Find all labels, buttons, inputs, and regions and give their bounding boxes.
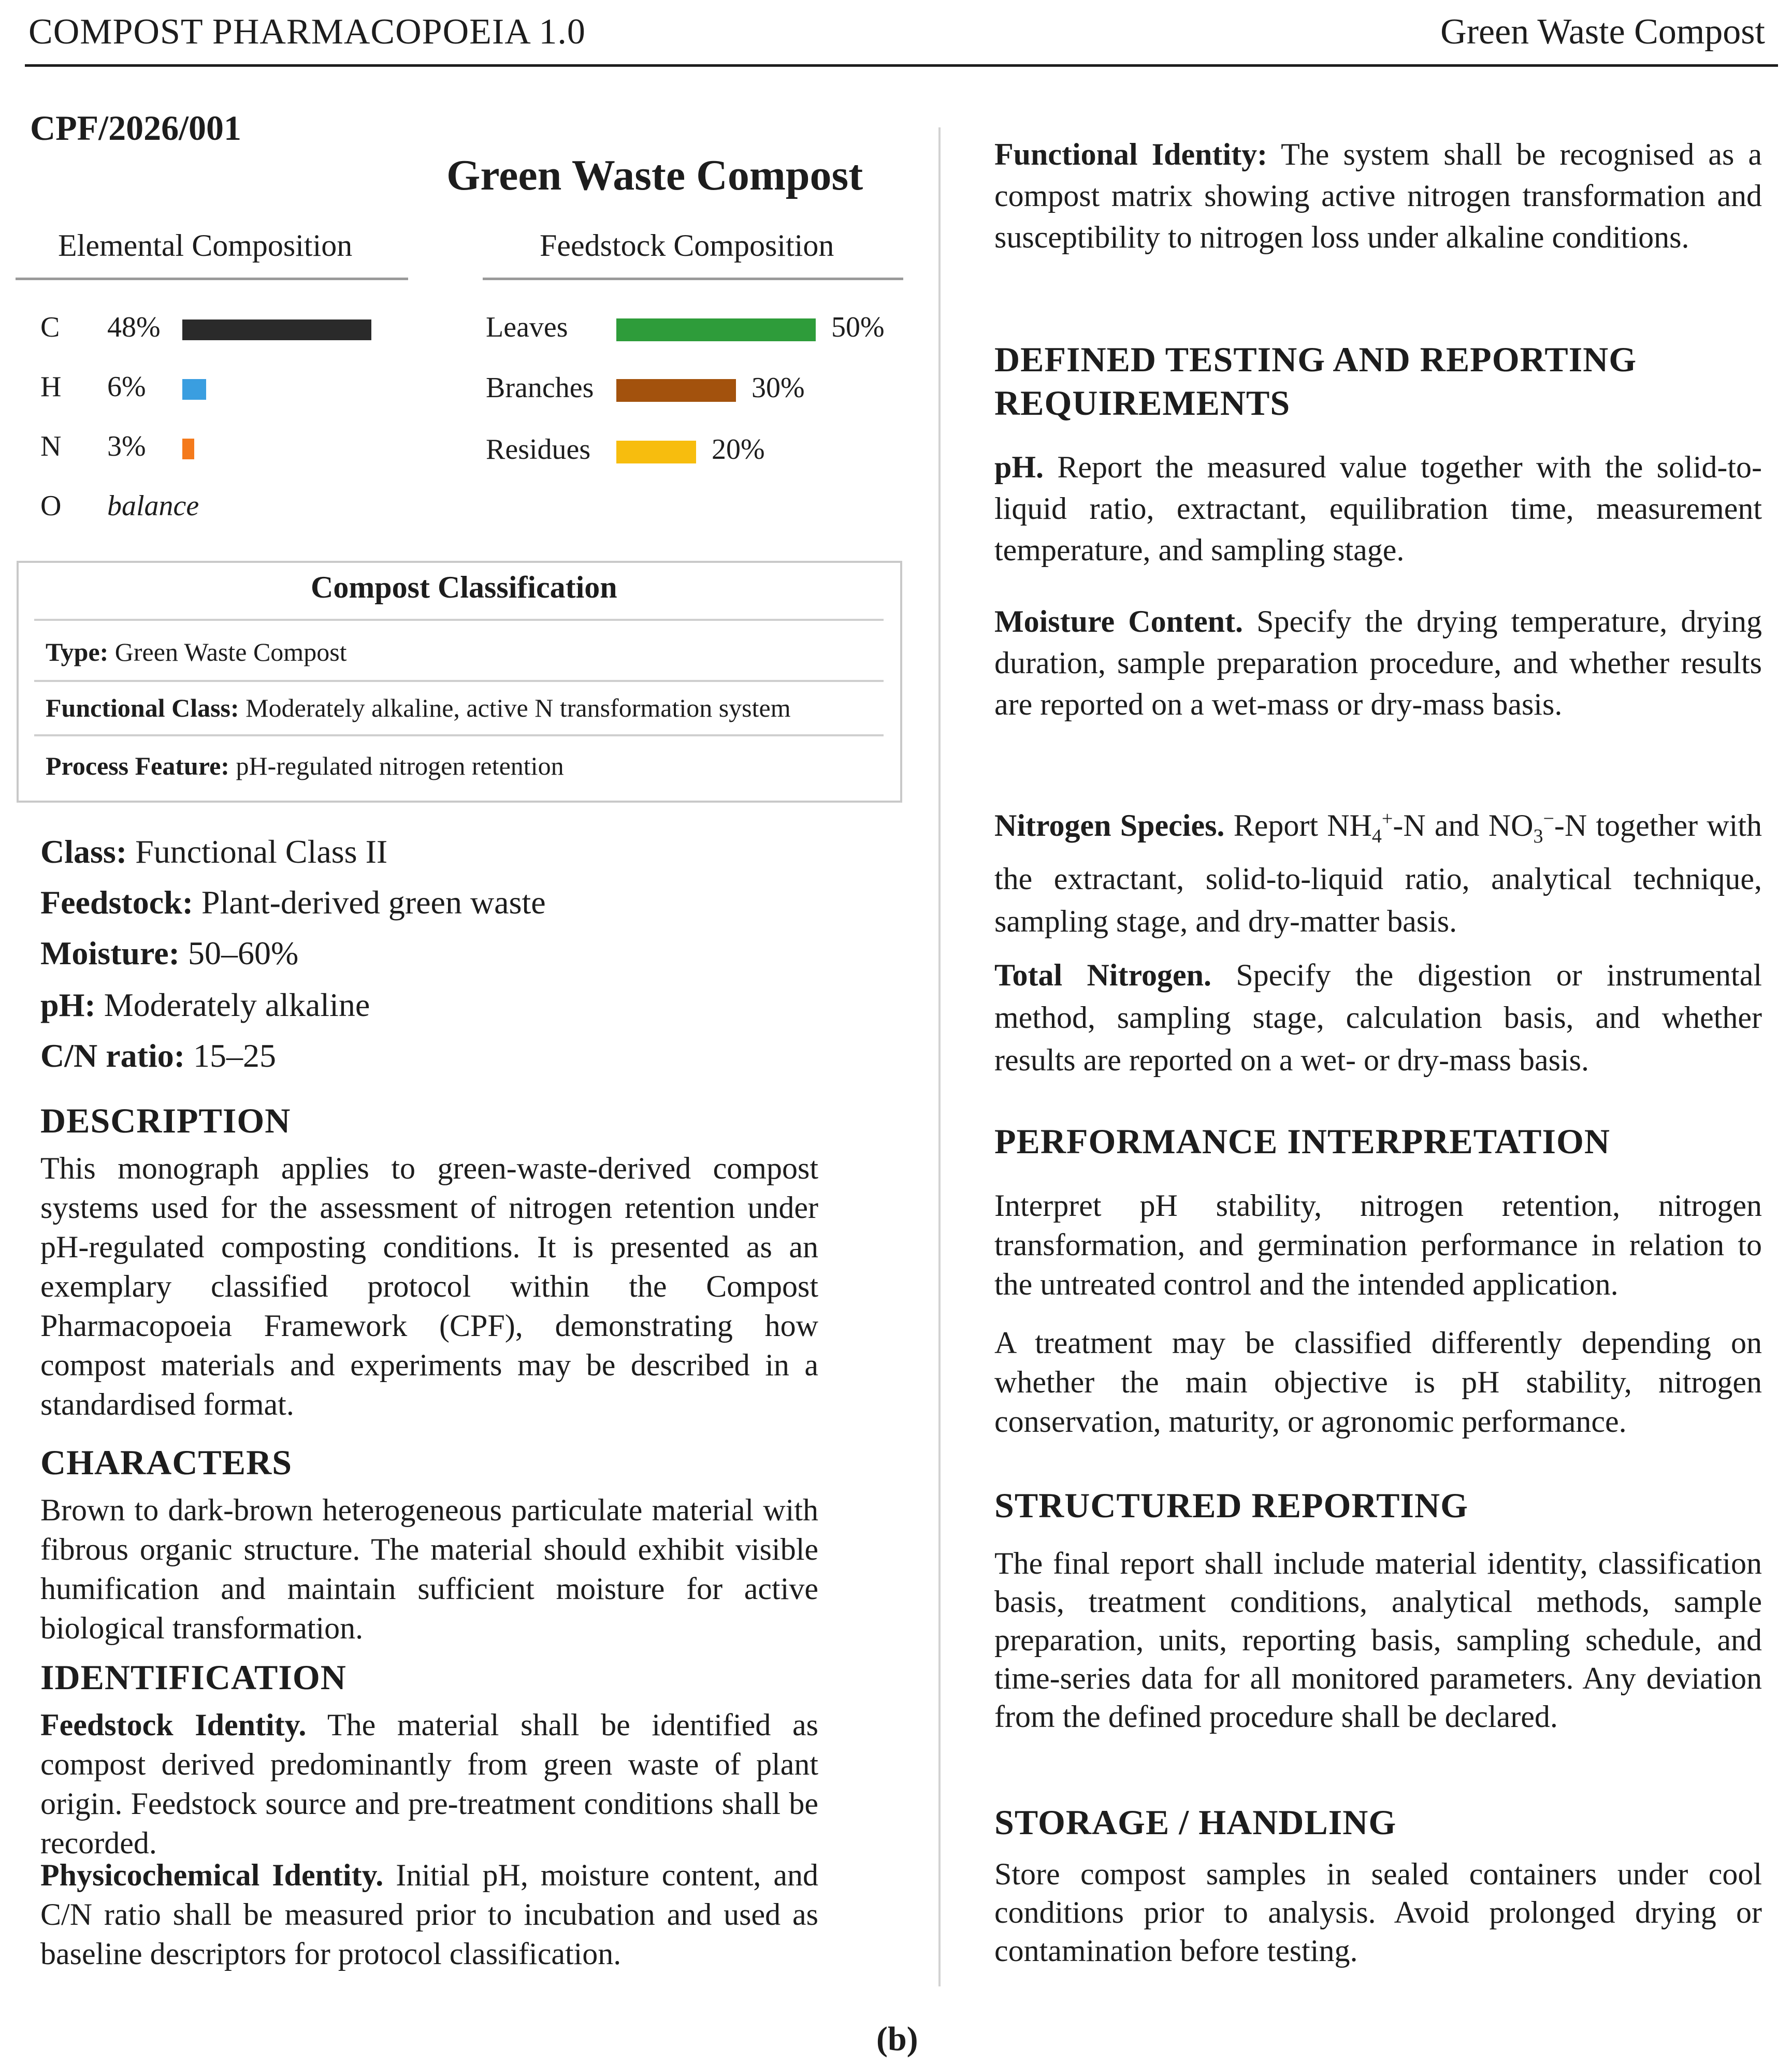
performance-paragraph-2: A treatment may be classified differently depending on whether the main objective is pH stability, nitrogen conservation, maturity, or agronomic performance. <box>994 1326 1762 1439</box>
classification-value: Green Waste Compost <box>114 637 347 666</box>
no3-subscript: 3 <box>1533 825 1543 847</box>
ph-requirement-paragraph <box>994 446 1762 571</box>
total-nitrogen-label: Total Nitrogen. <box>994 958 1211 992</box>
element-value: 6% <box>107 371 146 403</box>
characters-text: Brown to dark-brown heterogeneous particulate material with fibrous organic structure. The material should exhibit visible humification and maintain sufficient moisture for active biological transformation. <box>40 1493 818 1645</box>
running-header-left: COMPOST PHARMACOPOEIA 1.0 <box>28 12 586 52</box>
classification-rule <box>34 734 884 736</box>
feedstock-label: Branches <box>486 372 594 404</box>
running-header-right: Green Waste Compost <box>1440 12 1765 52</box>
element-symbol: H <box>40 371 62 403</box>
storage-handling-heading: STORAGE / HANDLING <box>994 1803 1397 1842</box>
compost-classification-title: Compost Classification <box>311 570 617 604</box>
spec-key: C/N ratio: <box>40 1037 185 1074</box>
storage-handling-text: Store compost samples in sealed containers under cool conditions prior to analysis. Avoid prolonged drying or contamination before testing. <box>994 1857 1762 1968</box>
identification-heading: IDENTIFICATION <box>40 1658 346 1697</box>
feedstock-label: Residues <box>486 433 591 466</box>
total-nitrogen-text: Specify the digestion or instrumental method, sampling stage, calculation basis, and whether results are reported on a wet- or dry-mass basis. <box>994 958 1762 1077</box>
structured-reporting-heading: STRUCTURED REPORTING <box>994 1486 1468 1525</box>
ph-requirement-text: Report the measured value together with the solid-to-liquid ratio, extractant, equilibration time, measurement temperature, and sampling stage. <box>994 450 1762 567</box>
element-value: 48% <box>107 311 161 343</box>
spec-feedstock <box>40 883 546 922</box>
figure-label: (b) <box>876 2020 918 2058</box>
no3-superscript: − <box>1543 808 1554 830</box>
moisture-requirement-text: Specify the drying temperature, drying duration, sample preparation procedure, and whether results are reported on a wet-mass or dry-mass basis. <box>994 604 1762 721</box>
nitrogen-species-text: -N and NO <box>1393 808 1534 843</box>
functional-identity-paragraph <box>994 134 1762 258</box>
testing-heading-line-2: REQUIREMENTS <box>994 383 1291 423</box>
characters-heading: CHARACTERS <box>40 1443 293 1482</box>
structured-reporting-text: The final report shall include material identity, classification basis, treatment conditions, analytical methods, sample preparation, units, reporting basis, sampling schedule, and time-series data for all monitored parameters. Any deviation from the defined procedure shall be declared. <box>994 1546 1762 1734</box>
physicochemical-identity-paragraph <box>40 1855 818 1973</box>
spec-moisture <box>40 934 298 972</box>
feedstock-identity-label: Feedstock Identity. <box>40 1708 307 1742</box>
classification-key: Process Feature: <box>46 751 229 780</box>
classification-rule <box>34 680 884 682</box>
physicochemical-identity-label: Physicochemical Identity. <box>40 1858 384 1892</box>
spec-value: 15–25 <box>193 1037 277 1074</box>
element-value: balance <box>107 490 199 522</box>
feedstock-bar <box>616 318 816 341</box>
functional-identity-text: The system shall be recognised as a compost matrix showing active nitrogen transformation and susceptibility to nitrogen loss under alkaline conditions. <box>994 137 1762 254</box>
feedstock-percent: 20% <box>712 433 765 466</box>
classification-key: Type: <box>46 637 109 666</box>
feedstock-identity-paragraph <box>40 1705 818 1863</box>
header-rule <box>25 64 1778 67</box>
spec-value: 50–60% <box>187 935 299 971</box>
nitrogen-species-label: Nitrogen Species. <box>994 808 1225 843</box>
feedstock-composition-heading: Feedstock Composition <box>540 228 834 263</box>
feedstock-percent: 30% <box>752 372 805 404</box>
ph-requirement-label: pH. <box>994 450 1044 484</box>
spec-value: Functional Class II <box>135 833 388 870</box>
classification-key: Functional Class: <box>46 693 239 722</box>
element-value: 3% <box>107 430 146 462</box>
spec-value: Moderately alkaline <box>104 986 370 1023</box>
feedstock-heading-rule <box>483 278 903 280</box>
classification-rule <box>34 619 884 621</box>
element-bar <box>182 379 206 400</box>
nitrogen-species-text: Report NH <box>1233 808 1372 843</box>
spec-key: Feedstock: <box>40 884 194 921</box>
nh4-subscript: 4 <box>1371 825 1382 847</box>
elemental-heading-rule <box>16 278 408 280</box>
total-nitrogen-paragraph <box>994 954 1762 1081</box>
physicochemical-identity-text: Initial pH, moisture content, and C/N ratio shall be measured prior to incubation and used as baseline descriptors for protocol classification. <box>40 1858 819 1971</box>
column-divider <box>938 127 941 1986</box>
classification-value: Moderately alkaline, active N transformation system <box>245 693 791 722</box>
nitrogen-species-paragraph <box>994 797 1762 942</box>
spec-ph <box>40 986 370 1024</box>
testing-heading <box>994 338 1637 425</box>
nitrogen-species-text: -N together with the extractant, solid-to-liquid ratio, analytical technique, sampling stage, and dry-matter basis. <box>994 808 1762 938</box>
classification-functional-class <box>46 693 791 723</box>
feedstock-bar <box>616 441 696 463</box>
feedstock-label: Leaves <box>486 311 568 343</box>
elemental-composition-heading: Elemental Composition <box>58 228 353 263</box>
classification-value: pH-regulated nitrogen retention <box>236 751 564 780</box>
element-symbol: O <box>40 490 62 522</box>
classification-process-feature <box>46 751 564 781</box>
nh4-superscript: + <box>1381 808 1393 830</box>
spec-key: pH: <box>40 986 96 1023</box>
spec-cn-ratio <box>40 1037 276 1075</box>
feedstock-percent: 50% <box>831 311 885 343</box>
spec-key: Class: <box>40 833 127 870</box>
description-text: This monograph applies to green-waste-derived compost systems used for the assessment of nitrogen retention under pH-regulated composting conditions. It is presented as an exemplary classified protocol within the Compost Pharmacopoeia Framework (CPF), demonstrating how compost materials and experiments may be described in a standardised format. <box>40 1151 818 1421</box>
description-heading: DESCRIPTION <box>40 1101 291 1140</box>
performance-heading: PERFORMANCE INTERPRETATION <box>994 1122 1610 1161</box>
element-bar <box>182 320 371 340</box>
functional-identity-label: Functional Identity: <box>994 137 1268 171</box>
moisture-requirement-paragraph <box>994 601 1762 725</box>
performance-paragraph-1: Interpret pH stability, nitrogen retention, nitrogen transformation, and germination performance in relation to the untreated control and the intended application. <box>994 1188 1762 1301</box>
classification-type <box>46 637 347 667</box>
spec-class <box>40 833 387 871</box>
spec-key: Moisture: <box>40 935 180 971</box>
document-id: CPF/2026/001 <box>30 108 241 148</box>
element-symbol: C <box>40 311 60 343</box>
element-symbol: N <box>40 430 62 462</box>
moisture-requirement-label: Moisture Content. <box>994 604 1243 638</box>
feedstock-bar <box>616 379 736 402</box>
element-bar <box>182 439 194 459</box>
testing-heading-line-1: DEFINED TESTING AND REPORTING <box>994 340 1637 379</box>
spec-value: Plant-derived green waste <box>201 884 546 921</box>
feedstock-identity-text: The material shall be identified as compost derived predominantly from green waste of plant origin. Feedstock source and pre-treatment conditions shall be recorded. <box>40 1708 818 1860</box>
page-title: Green Waste Compost <box>446 151 863 199</box>
